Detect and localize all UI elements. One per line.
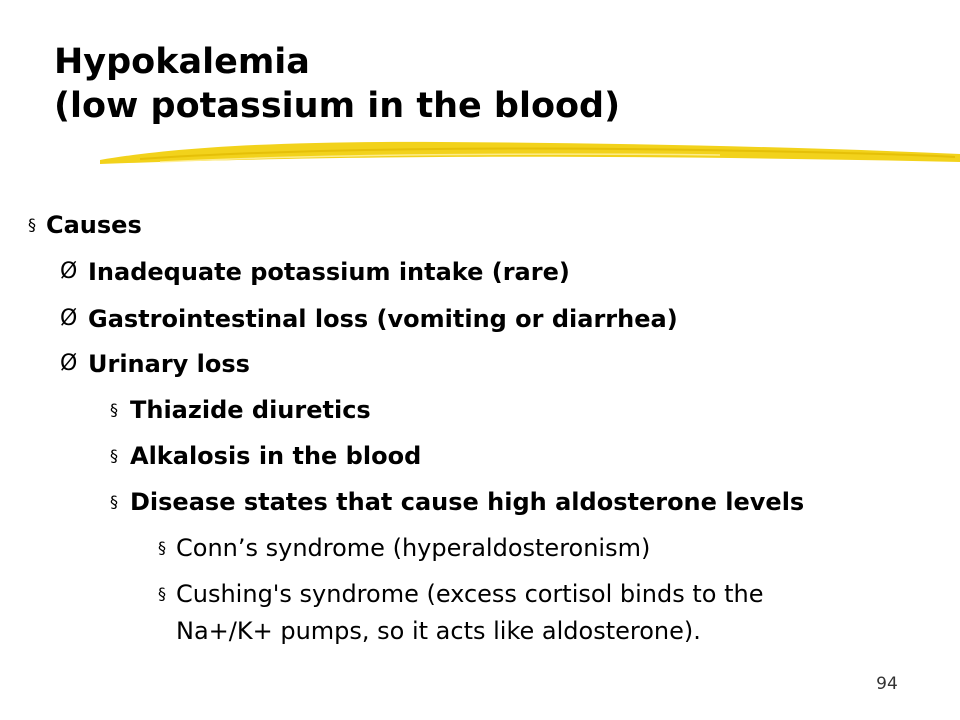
- list-item: Cushing's syndrome (excess cortisol binds to the: [176, 580, 764, 608]
- square-bullet-icon: §: [158, 538, 166, 557]
- list-item: Urinary loss: [88, 350, 250, 378]
- square-bullet-icon: §: [110, 446, 118, 465]
- title-brush-underline: [0, 132, 960, 182]
- square-bullet-icon: §: [110, 400, 118, 419]
- list-item: Gastrointestinal loss (vomiting or diarrhea): [88, 305, 678, 333]
- list-item: Conn’s syndrome (hyperaldosteronism): [176, 534, 651, 562]
- square-bullet-icon: §: [158, 584, 166, 603]
- square-bullet-icon: §: [28, 215, 36, 234]
- arrow-bullet-icon: Ø: [60, 259, 78, 284]
- square-bullet-icon: §: [110, 492, 118, 511]
- page-number: 94: [876, 674, 898, 694]
- list-item: Inadequate potassium intake (rare): [88, 258, 570, 286]
- slide-title: [54, 40, 620, 128]
- arrow-bullet-icon: Ø: [60, 351, 78, 376]
- title-line-2: (low potassium in the blood): [54, 86, 621, 126]
- list-item-continuation: Na+/K+ pumps, so it acts like aldosterone).: [176, 617, 701, 645]
- arrow-bullet-icon: Ø: [60, 306, 78, 331]
- list-item-causes: Causes: [46, 211, 142, 239]
- list-item: Disease states that cause high aldosterone levels: [130, 488, 805, 516]
- list-item: Thiazide diuretics: [130, 396, 371, 424]
- title-line-1: Hypokalemia: [54, 42, 310, 82]
- list-item: Alkalosis in the blood: [130, 442, 422, 470]
